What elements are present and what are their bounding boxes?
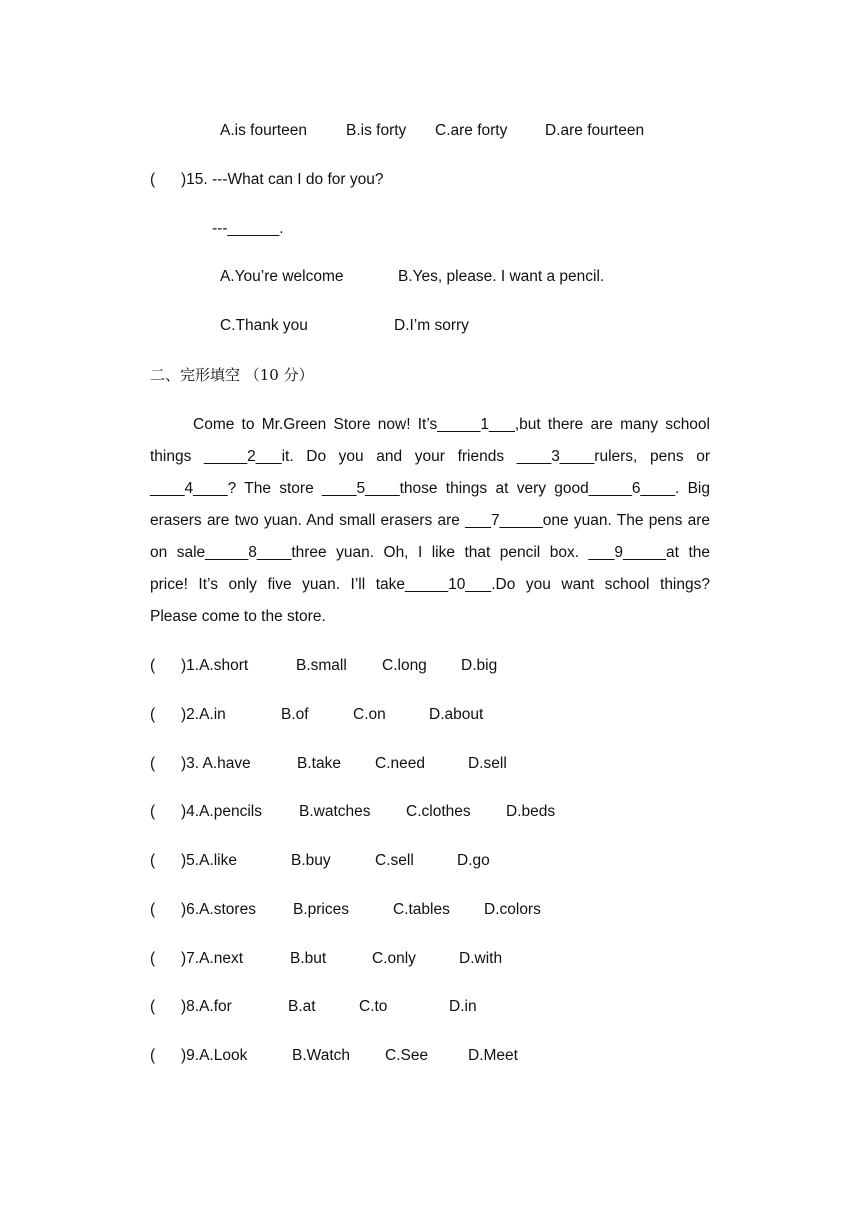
passage-line: things _____2___it. Do you and your friends ____3____rulers, pens or	[150, 448, 710, 465]
option-d: D.in	[449, 998, 477, 1015]
q14-option-c: C.are forty	[435, 122, 508, 139]
question-stem: ( )4.A.pencils	[150, 803, 262, 820]
option-b: B.Watch	[292, 1047, 350, 1064]
q15-option-c: C.Thank you	[220, 317, 308, 334]
option-b: B.watches	[299, 803, 371, 820]
option-d: D.go	[457, 852, 490, 869]
q14-option-d: D.are fourteen	[545, 122, 645, 139]
passage-line: Come to Mr.Green Store now! It’s_____1___,but there are many school	[193, 416, 710, 433]
option-c: C.See	[385, 1047, 429, 1064]
option-b: B.but	[290, 950, 327, 967]
question-stem: ( )3. A.have	[150, 755, 251, 772]
option-c: C.clothes	[406, 803, 471, 820]
option-c: C.on	[353, 706, 386, 723]
q15-option-d: D.I’m sorry	[394, 317, 469, 334]
option-d: D.colors	[484, 901, 541, 918]
option-b: B.at	[288, 998, 316, 1015]
question-stem: ( )6.A.stores	[150, 901, 256, 918]
question-stem: ( )5.A.like	[150, 852, 237, 869]
option-c: C.need	[375, 755, 425, 772]
passage-line: Please come to the store.	[150, 608, 326, 625]
question-stem: ( )2.A.in	[150, 706, 226, 723]
option-d: D.sell	[468, 755, 507, 772]
passage-line: ____4____? The store ____5____those things at very good_____6____. Big	[150, 480, 710, 497]
q15-option-b: B.Yes, please. I want a pencil.	[398, 268, 605, 285]
passage-line: erasers are two yuan. And small erasers are ___7_____one yuan. The pens are	[150, 512, 710, 529]
question-stem: ( )7.A.next	[150, 950, 244, 967]
passage-line: on sale_____8____three yuan. Oh, I like that pencil box. ___9_____at the	[150, 544, 710, 561]
question-stem: ( )9.A.Look	[150, 1047, 248, 1064]
section-heading: 二、完形填空 （10 分）	[150, 366, 314, 384]
option-c: C.only	[372, 950, 416, 967]
option-b: B.buy	[291, 852, 331, 869]
option-c: C.tables	[393, 901, 450, 918]
option-b: B.of	[281, 706, 309, 723]
option-c: C.to	[359, 998, 388, 1015]
q14-option-a: A.is fourteen	[220, 122, 308, 139]
option-d: D.big	[461, 657, 498, 674]
q14-option-b: B.is forty	[346, 122, 407, 139]
q15-option-a: A.You’re welcome	[220, 268, 344, 285]
option-b: B.prices	[293, 901, 349, 918]
option-c: C.long	[382, 657, 427, 674]
option-d: D.beds	[506, 803, 556, 820]
q15-stem: ( )15. ---What can I do for you?	[150, 171, 384, 188]
option-b: B.small	[296, 657, 347, 674]
option-d: D.about	[429, 706, 484, 723]
question-stem: ( )8.A.for	[150, 998, 232, 1015]
q15-answer-blank: ---______.	[212, 220, 284, 237]
option-c: C.sell	[375, 852, 414, 869]
question-stem: ( )1.A.short	[150, 657, 249, 674]
passage-line: price! It’s only five yuan. I’ll take_____10___.Do you want school things?	[150, 576, 710, 593]
option-d: D.Meet	[468, 1047, 518, 1064]
option-b: B.take	[297, 755, 341, 772]
option-d: D.with	[459, 950, 503, 967]
